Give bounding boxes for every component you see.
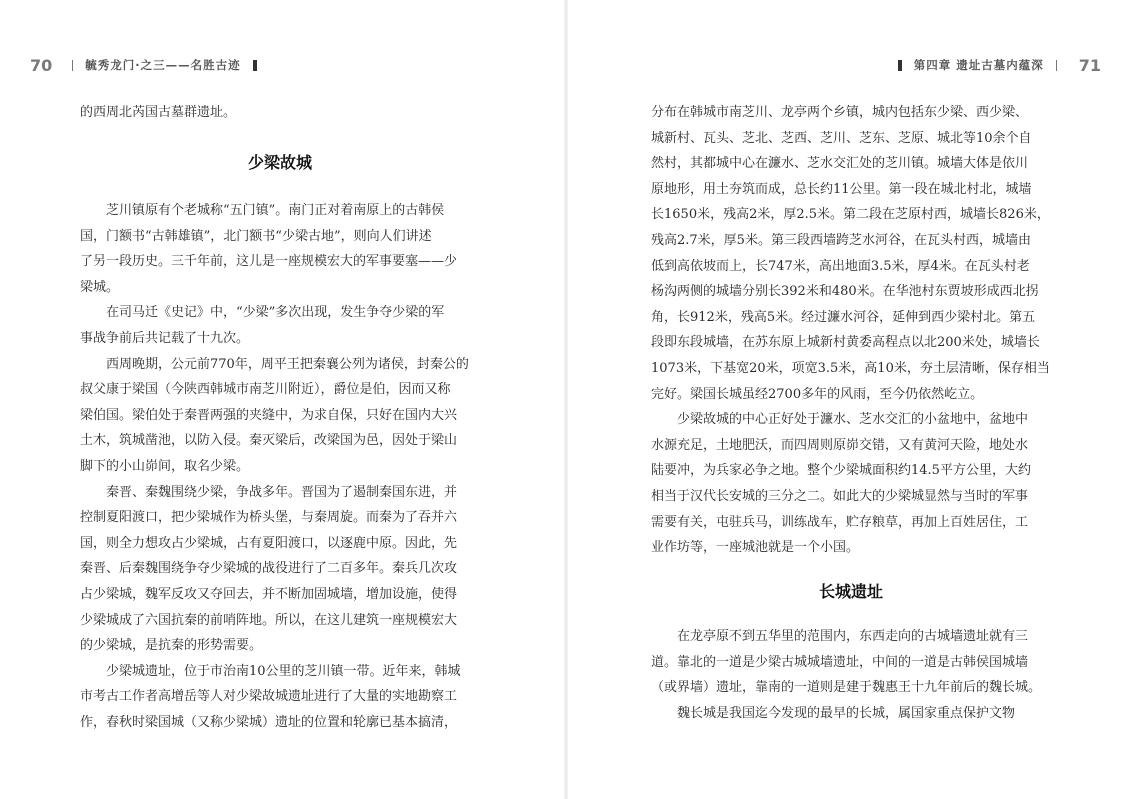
text-line: 完好。梁国长城虽经2700多年的风雨，至今仍依然屹立。 xyxy=(651,386,984,402)
text-line: 残高2.7米，厚5米。第三段西墙跨芝水河谷，在瓦头村西，城墙由 xyxy=(651,232,1031,248)
text-line: 土木，筑城凿池，以防入侵。秦灭梁后，改梁国为邑，因处于梁山 xyxy=(80,433,458,449)
text-line: 城新村、瓦头、芝北、芝西、芝川、芝东、芝原、城北等10余个自 xyxy=(651,130,1032,146)
text-line: 低到高依坡而上，长747米，高出地面3.5米，厚4米。在瓦头村老 xyxy=(651,258,1030,274)
header-marker xyxy=(898,60,902,71)
right-body-text-after xyxy=(651,624,1051,726)
text-line: 1073米，下基宽20米，项宽3.5米，高10米，夯土层清晰，保存相当 xyxy=(651,360,1050,376)
text-line: 杨沟两侧的城墙分别长392米和480米。在华池村东贾坡形成西北拐 xyxy=(651,284,1039,300)
text-line: 在司马迁《史记》中，“少梁”多次出现，发生争夺少梁的军 xyxy=(80,305,445,321)
text-line: 魏长城是我国迄今发现的最早的长城，属国家重点保护文物 xyxy=(651,705,1016,721)
text-line: 原地形，用土夯筑而成，总长约11公里。第一段在城北村北，城墙 xyxy=(651,181,1032,197)
text-line: 叔父康于梁国（今陕西韩城市南芝川附近），爵位是伯，因而又称 xyxy=(80,382,451,398)
right-page xyxy=(567,0,1133,799)
section-title-shaoliang: 少梁故城 xyxy=(247,153,312,172)
left-opening xyxy=(80,100,480,126)
opening-line: 的西周北芮国古墓群遗址。 xyxy=(80,105,237,120)
left-page xyxy=(0,0,566,799)
right-header xyxy=(886,54,1101,76)
section-title-great-wall: 长城遗址 xyxy=(818,582,883,601)
text-line: 长1650米，残高2米，厚2.5米。第二段在芝原村西，城墙长826米， xyxy=(651,207,1050,223)
text-line: 芝川镇原有个老城称“五门镇”。南门正对着南原上的古韩侯 xyxy=(80,203,445,218)
text-line: 水源充足，土地肥沃，而四周则原峁交错，又有黄河天险，地处水 xyxy=(651,437,1029,453)
header-divider xyxy=(1056,60,1057,71)
right-running-title: 第四章 遗址古墓内蕴深 xyxy=(913,58,1044,72)
text-line: 段即东段城墙，在苏东原上城新村黄委高程点以北200米处，城墙长 xyxy=(651,335,1040,351)
text-line: 角，长912米，残高5米。经过濂水河谷，延伸到西少梁村北。第五 xyxy=(651,309,1036,325)
left-running-title: 毓秀龙门·之三——名胜古迹 xyxy=(85,58,241,72)
text-line: 了另一段历史。三千年前，这儿是一座规模宏大的军事要塞——少 xyxy=(80,254,458,270)
left-page-number: 70 xyxy=(30,55,53,75)
text-line: 西周晚期，公元前770年，周平王把秦襄公列为诸侯，封秦公的 xyxy=(80,356,469,372)
left-header xyxy=(30,54,269,76)
text-line: 在龙亭原不到五华里的范围内，东西走向的古城墙遗址就有三 xyxy=(651,629,1029,644)
text-line: 的少梁城，是抗秦的形势需要。 xyxy=(80,638,263,654)
right-body-text xyxy=(651,100,1051,561)
text-line: 国，则全力想攻占少梁城，占有夏阳渡口，以逐鹿中原。因此，先 xyxy=(80,535,458,551)
text-line: 梁伯国。梁伯处于秦晋两强的夹缝中，为求自保，只好在国内大兴 xyxy=(80,407,458,423)
text-line: 国，门额书“古韩雄镇”，北门额书“少梁古地”，则向人们讲述 xyxy=(80,228,432,244)
text-line: 相当于汉代长安城的三分之二。如此大的少梁城显然与当时的军事 xyxy=(651,488,1029,504)
text-line: 作，春秋时梁国城（又称少梁城）遗址的位置和轮廓已基本搞清， xyxy=(80,714,458,730)
text-line: 少梁城遗址，位于市治南10公里的芝川镇一带。近年来，韩城 xyxy=(80,663,461,679)
text-line: 业作坊等，一座城池就是一个小国。 xyxy=(651,540,860,556)
text-line: 道。靠北的一道是少梁古城城墙遗址，中间的一道是古韩侯国城墙 xyxy=(651,654,1029,670)
text-line: 占少梁城，魏军反攻又夺回去，并不断加固城墙，增加设施，使得 xyxy=(80,586,458,602)
text-line: 分布在韩城市南芝川、龙亭两个乡镇，城内包括东少梁、西少梁、 xyxy=(651,105,1029,120)
text-line: 脚下的小山峁间，取名少梁。 xyxy=(80,458,250,474)
text-line: 梁城。 xyxy=(80,279,120,295)
text-line: 秦晋、后秦魏围绕争夺少梁城的战役进行了二百多年。秦兵几次攻 xyxy=(80,561,458,577)
text-line: 少梁故城的中心正好处于濂水、芝水交汇的小盆地中，盆地中 xyxy=(651,412,1029,428)
text-line: 事战争前后共记载了十九次。 xyxy=(80,330,250,346)
text-line: （或界墙）遗址，靠南的一道则是建于魏惠王十九年前后的魏长城。 xyxy=(651,680,1042,696)
left-body-text xyxy=(80,198,480,735)
right-page-number: 71 xyxy=(1078,55,1101,75)
text-line: 秦晋、秦魏围绕少梁，争战多年。晋国为了遏制秦国东进，并 xyxy=(80,484,458,500)
text-line: 控制夏阳渡口，把少梁城作为桥头堡，与秦周旋。而秦为了吞并六 xyxy=(80,510,458,526)
header-marker xyxy=(253,60,257,71)
text-line: 市考古工作者高增岳等人对少梁故城遗址进行了大量的实地勘察工 xyxy=(80,689,458,705)
text-line: 需要有关，屯驻兵马，训练战车，贮存粮草，再加上百姓居住，工 xyxy=(651,514,1029,530)
header-divider xyxy=(72,60,73,71)
text-line: 少梁城成了六国抗秦的前哨阵地。所以，在这儿建筑一座规模宏大 xyxy=(80,612,458,628)
text-line: 陆要冲，为兵家必争之地。整个少梁城面积约14.5平方公里，大约 xyxy=(651,463,1031,479)
text-line: 然村，其都城中心在濂水、芝水交汇处的芝川镇。城墙大体是依川 xyxy=(651,156,1029,172)
